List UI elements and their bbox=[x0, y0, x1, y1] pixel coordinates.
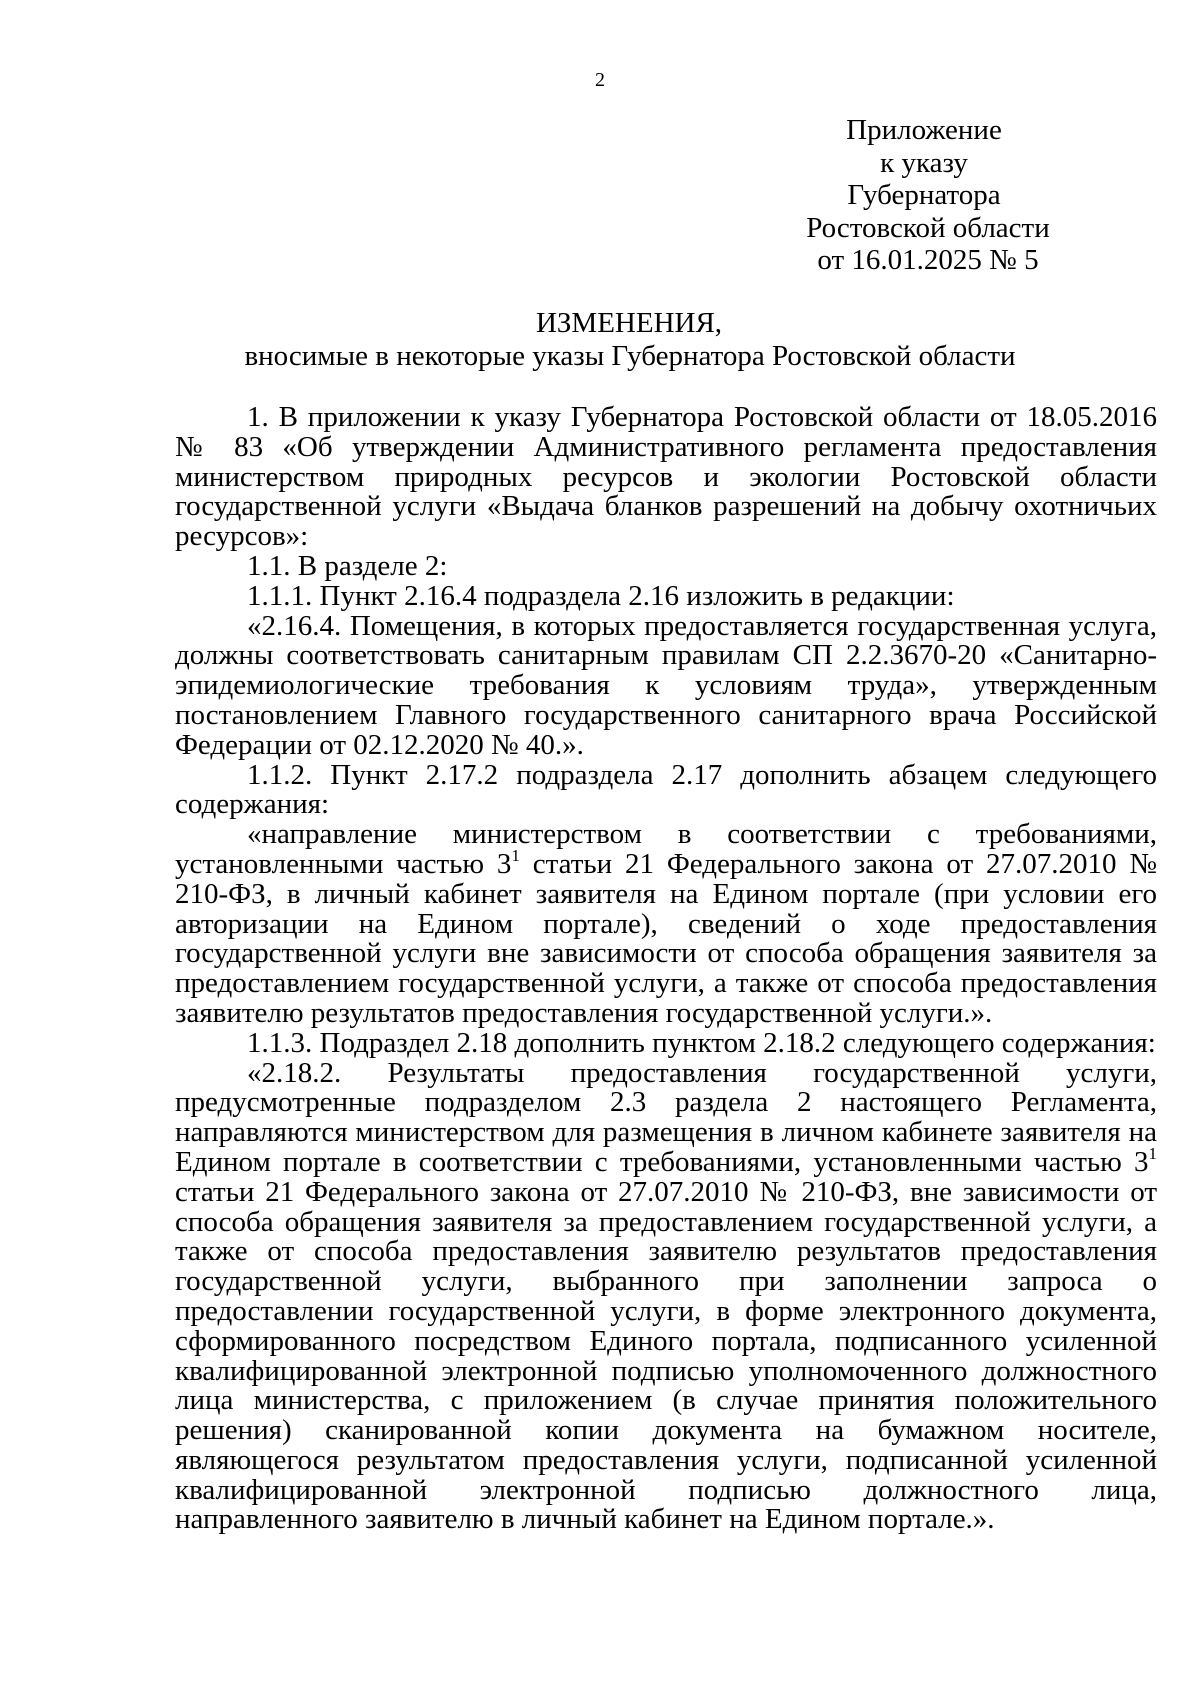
page-number: 2 bbox=[595, 69, 605, 91]
paragraph-notification bbox=[175, 820, 1157, 1029]
paragraph-1-1-1: 1.1.1. Пункт 2.16.4 подраздела 2.16 изложить в редакции: bbox=[247, 579, 955, 612]
text-run: «2.18.2. Результаты предоставления государственной услуги, предусмотренные подразделом 2.3 раздела 2 настоящего Регламента, направляются министерством для размещения в личном кабинете заявителя на Едином портале в соответствии с требованиями, установленными частью 3 bbox=[175, 1056, 1157, 1178]
appendix-line: Приложение bbox=[846, 114, 1002, 146]
document-title bbox=[0, 307, 1200, 372]
paragraph-1-1: 1.1. В разделе 2: bbox=[247, 549, 448, 582]
appendix-line: Губернатора bbox=[847, 179, 1001, 211]
text-run: «направление министерством в соответствии с требованиями, установленными частью 3 bbox=[175, 818, 1157, 880]
title-subheading: вносимые в некоторые указы Губернатора Ростовской области bbox=[244, 339, 1016, 372]
paragraph-1: 1. В приложении к указу Губернатора Ростовской области от 18.05.2016 № 83 «Об утверждении Административного регламента предоставления министерством природных ресурсов и экологии Ростовской области государственной услуги «Выдача бланков разрешений на добычу охотничьих ресурсов»: bbox=[175, 401, 1157, 553]
text-run: статьи 21 Федерального закона от 27.07.2010 № 210-ФЗ, в личный кабинет заявителя на Едином портале (при условии его авторизации на Едином портале), сведений о ходе предоставления государственной услуги вне зависимости от способа обращения заявителя за предоставлением государственной услуги, а также от способа предоставления заявителю результатов предоставления государственной услуги.». bbox=[175, 847, 1158, 1029]
appendix-line: Ростовской области bbox=[806, 211, 1050, 244]
appendix-line: к указу bbox=[880, 146, 968, 179]
paragraph-1-1-2: 1.1.2. Пункт 2.17.2 подраздела 2.17 дополнить абзацем следующего содержания: bbox=[175, 758, 1157, 821]
document-body bbox=[175, 403, 1157, 1535]
paragraph-1-1-3: 1.1.3. Подраздел 2.18 дополнить пунктом 2.18.2 следующего содержания: bbox=[247, 1026, 1156, 1059]
superscript: 1 bbox=[511, 845, 520, 865]
superscript: 1 bbox=[1148, 1143, 1157, 1163]
appendix-date: от 16.01.2025 № 5 bbox=[817, 244, 1039, 276]
text-run: статьи 21 Федерального закона от 27.07.2010 № 210-ФЗ, вне зависимости от способа обращения заявителя за предоставлением государственной услуги, а также от способа предоставления заявителю результатов предоставления государственной услуги, выбранного при заполнении запроса о предоставлении государственной услуги, в форме электронного документа, сформированного посредством Единого портала, подписанного усиленной квалифицированной электронной подписью уполномоченного должностного лица министерства, с приложением (в случае принятия положительного решения) сканированной копии документа на бумажном носителе, являющегося результатом предоставления услуги, подписанной усиленной квалифицированной электронной подписью должностного лица, направленного заявителю в личный кабинет на Едином портале.». bbox=[175, 1175, 1157, 1536]
paragraph-2-18-2 bbox=[175, 1056, 1157, 1536]
title-heading: ИЗМЕНЕНИЯ, bbox=[535, 307, 723, 339]
appendix-block bbox=[760, 114, 1160, 277]
paragraph-2-16-4: «2.16.4. Помещения, в которых предоставляется государственная услуга, должны соответствовать санитарным правилам СП 2.2.3670-20 «Санитарно-эпидемиологические требования к условиям труда», утвержденным постановлением Главного государственного санитарного врача Российской Федерации от 02.12.2020 № 40.». bbox=[175, 609, 1157, 761]
